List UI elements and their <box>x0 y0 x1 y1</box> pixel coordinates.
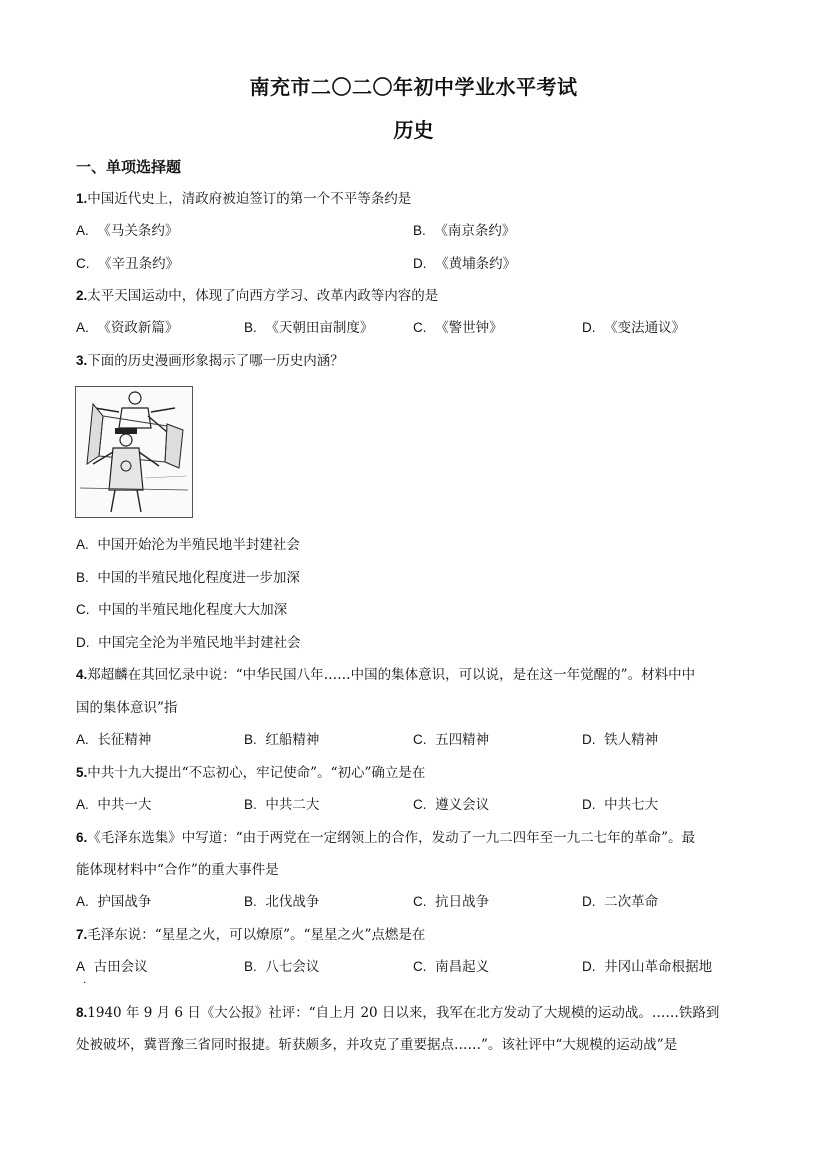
option-a: A. 《资政新篇》 <box>76 320 179 336</box>
option-c: C. 南昌起义 <box>413 959 490 975</box>
question-text: 中共十九大提出“不忘初心，牢记使命”。“初心”确立是在 <box>87 765 426 781</box>
question-text: 中国近代史上，清政府被迫签订的第一个不平等条约是 <box>87 191 412 207</box>
option-b: B. 《南京条约》 <box>413 223 516 239</box>
option-d: D. 二次革命 <box>582 894 659 910</box>
stray-dot-mark: · <box>83 978 87 989</box>
section-heading: 一、单项选择题 <box>76 158 182 176</box>
option-c: C. 《辛丑条约》 <box>76 256 180 272</box>
question-7-stem <box>76 925 425 945</box>
question-text: 郑超麟在其回忆录中说：“中华民国八年……中国的集体意识，可以说，是在这一年觉醒的”。材料中中 <box>87 667 696 683</box>
option-d: D. 井冈山革命根据地 <box>582 959 713 975</box>
option-b: B. 红船精神 <box>244 732 320 748</box>
option-d: D. 《变法通议》 <box>582 320 686 336</box>
question-text: 《毛泽东选集》中写道：“由于两党在一定纲领上的合作，发动了一九二四年至一九二七年的革命”。最 <box>87 830 696 846</box>
option-a: A. 中共一大 <box>76 797 152 813</box>
option-c: C. 中国的半殖民地化程度大大加深 <box>76 602 288 618</box>
historical-cartoon-image <box>75 386 193 518</box>
option-b: B. 北伐战争 <box>244 894 320 910</box>
option-d: D. 铁人精神 <box>582 732 659 748</box>
option-d: D. 《黄埔条约》 <box>413 256 517 272</box>
option-c: C. 五四精神 <box>413 732 490 748</box>
option-c: C. 抗日战争 <box>413 894 490 910</box>
option-a: A. 护国战争 <box>76 894 152 910</box>
option-b: B. 《天朝田亩制度》 <box>244 320 374 336</box>
option-c: C. 遵义会议 <box>413 797 490 813</box>
question-4-stem-cont: 国的集体意识”指 <box>76 700 178 716</box>
question-text: 下面的历史漫画形象揭示了哪一历史内涵？ <box>87 353 344 369</box>
question-text: 太平天国运动中，体现了向西方学习、改革内政等内容的是 <box>87 288 439 304</box>
question-8-stem <box>76 1003 719 1023</box>
question-number: 2. <box>76 288 88 303</box>
question-number: 4. <box>76 667 88 682</box>
question-number: 8. <box>76 1005 88 1020</box>
question-number: 3. <box>76 353 88 368</box>
question-1-stem <box>76 189 411 209</box>
option-b: B. 中国的半殖民地化程度进一步加深 <box>76 570 300 586</box>
question-5-stem <box>76 763 425 783</box>
option-b: B. 中共二大 <box>244 797 320 813</box>
question-number: 5. <box>76 765 88 780</box>
question-text: 1940 年 9 月 6 日《大公报》社评：“自上月 20 日以来，我军在北方发动了大规模的运动战。……铁路到 <box>87 1005 720 1021</box>
option-c: C. 《警世钟》 <box>413 320 503 336</box>
question-number: 6. <box>76 830 88 845</box>
question-text: 毛泽东说：“星星之火，可以燎原”。“星星之火”点燃是在 <box>87 927 426 943</box>
question-number: 7. <box>76 927 88 942</box>
option-a: A. 中国开始沦为半殖民地半封建社会 <box>76 537 300 553</box>
page-subject: 历史 <box>393 118 434 142</box>
option-a: A. 《马关条约》 <box>76 223 179 239</box>
page-title: 南充市二〇二〇年初中学业水平考试 <box>249 75 578 99</box>
option-d: D. 中国完全沦为半殖民地半封建社会 <box>76 635 301 651</box>
question-4-stem <box>76 665 695 685</box>
question-8-stem-cont: 处被破坏，冀晋豫三省同时报捷。斩获颇多，并攻克了重要据点……”。该社评中“大规模的运动战”是 <box>76 1037 678 1053</box>
option-d: D. 中共七大 <box>582 797 659 813</box>
option-b: B. 八七会议 <box>244 959 320 975</box>
option-a: A. 长征精神 <box>76 732 152 748</box>
question-2-stem <box>76 286 438 306</box>
question-6-stem <box>76 828 695 848</box>
question-3-stem <box>76 351 344 371</box>
question-number: 1. <box>76 191 88 206</box>
question-6-stem-cont: 能体现材料中“合作”的重大事件是 <box>76 862 279 878</box>
option-a: A 古田会议 <box>76 959 148 975</box>
